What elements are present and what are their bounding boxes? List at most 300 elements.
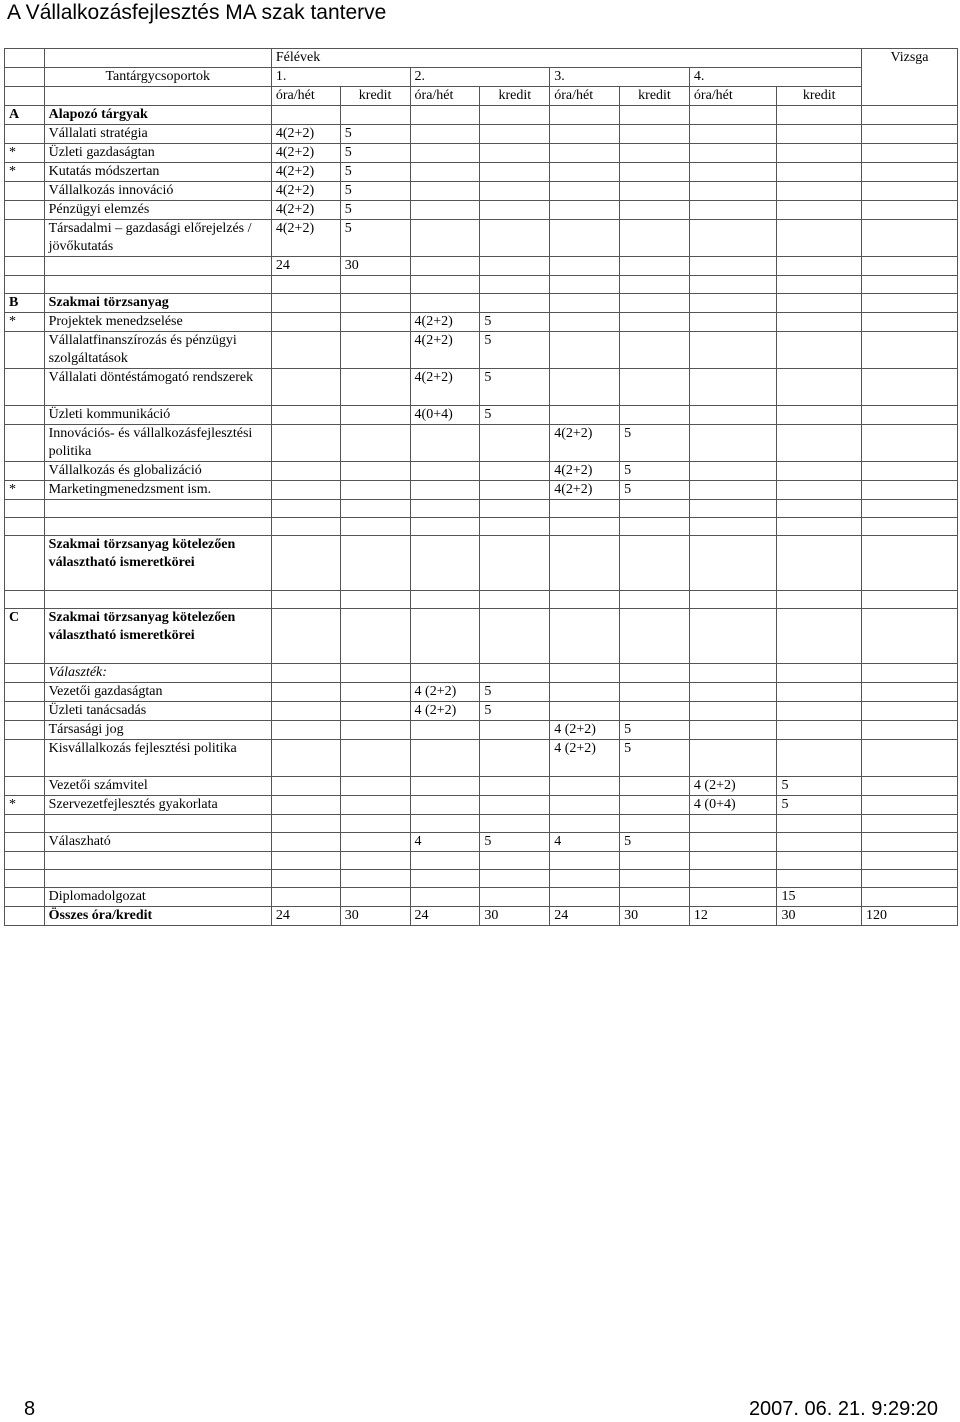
ora-het-header: óra/hét [271,87,340,106]
table-cell [5,68,45,87]
table-cell [861,683,957,702]
table-cell [777,609,862,664]
table-cell [861,144,957,163]
table-cell [5,888,45,907]
table-cell [620,777,690,796]
table-cell [340,888,410,907]
course-name: Pénzügyi elemzés [44,201,271,220]
table-cell [777,815,862,833]
table-cell [620,796,690,815]
table-cell [410,163,480,182]
ora-het-header: óra/hét [410,87,480,106]
table-cell [480,481,550,500]
table-cell [620,276,690,294]
table-cell [777,406,862,425]
table-cell [620,664,690,683]
table-cell [620,609,690,664]
table-cell [271,500,340,518]
table-cell [271,740,340,777]
table-cell [271,294,340,313]
table-cell [480,425,550,462]
course-name: Vállalkozás és globalizáció [44,462,271,481]
table-cell [777,313,862,332]
course-name: Vállalkozás innováció [44,182,271,201]
credit-cell: 5 [480,369,550,406]
table-cell [410,888,480,907]
kredit-header: kredit [777,87,862,106]
table-cell [620,888,690,907]
page-number: 8 [24,1398,36,1420]
table-cell [480,144,550,163]
table-cell [550,870,620,888]
total-vizsga: 120 [861,907,957,926]
table-cell [410,852,480,870]
table-cell [777,870,862,888]
table-cell [777,702,862,721]
hours-cell: 4(2+2) [550,481,620,500]
table-cell [5,852,45,870]
course-row [5,313,958,332]
table-cell [689,833,777,852]
table-cell [620,294,690,313]
mark-cell: * [5,796,45,815]
section-title: Alapozó tárgyak [44,106,271,125]
semester-4: 4. [689,68,861,87]
section-code: C [5,609,45,664]
table-cell [777,518,862,536]
credit-cell: 5 [340,201,410,220]
table-cell [620,536,690,591]
semester-1: 1. [271,68,410,87]
table-cell [480,462,550,481]
table-cell [861,220,957,257]
diplomadolgozat-label: Diplomadolgozat [44,888,271,907]
credit-cell: 5 [480,332,550,369]
hours-cell: 4(2+2) [550,462,620,481]
course-row [5,702,958,721]
table-cell [550,777,620,796]
table-cell [410,536,480,591]
table-cell [689,106,777,125]
table-cell [861,591,957,609]
table-cell [340,591,410,609]
table-cell [340,777,410,796]
table-cell [620,313,690,332]
table-cell [777,182,862,201]
table-cell [271,369,340,406]
table-cell [550,702,620,721]
table-cell [271,406,340,425]
hours-cell: 4(2+2) [271,201,340,220]
credit-cell: 5 [620,481,690,500]
table-cell [480,777,550,796]
table-cell [271,888,340,907]
table-cell [620,870,690,888]
table-cell [689,888,777,907]
valaszthato-row [5,833,958,852]
spacer-row [5,500,958,518]
table-cell [271,833,340,852]
table-cell [689,481,777,500]
table-cell [550,536,620,591]
table-cell [620,702,690,721]
course-name: Innovációs- és vállalkozásfejlesztési politika [44,425,271,462]
table-cell [620,406,690,425]
table-cell [689,536,777,591]
table-cell [861,702,957,721]
table-cell [777,257,862,276]
table-cell [340,815,410,833]
table-cell [271,332,340,369]
table-cell [340,500,410,518]
semester-2: 2. [410,68,550,87]
table-cell [480,125,550,144]
table-cell [410,125,480,144]
table-cell [410,106,480,125]
mark-cell: * [5,481,45,500]
course-name: Marketingmenedzsment ism. [44,481,271,500]
table-cell [689,406,777,425]
table-cell [44,518,271,536]
course-name: Vállalati döntéstámogató rendszerek [44,369,271,406]
table-cell [410,740,480,777]
mark-cell [5,332,45,369]
table-cell [480,106,550,125]
total-hours: 12 [689,907,777,926]
table-cell [480,796,550,815]
course-name: Üzleti kommunikáció [44,406,271,425]
table-cell [340,702,410,721]
tantargycsoportok-header: Tantárgycsoportok [44,68,271,87]
table-cell [271,664,340,683]
table-cell [5,664,45,683]
course-row [5,220,958,257]
table-cell [410,294,480,313]
table-cell [5,518,45,536]
mark-cell [5,702,45,721]
table-cell [5,870,45,888]
table-cell [480,163,550,182]
table-cell [689,332,777,369]
credit-cell: 5 [340,220,410,257]
table-cell [271,702,340,721]
table-cell [5,276,45,294]
mark-cell [5,406,45,425]
table-cell [777,852,862,870]
hours-cell: 4 [550,833,620,852]
table-cell [340,796,410,815]
hours-cell: 4(2+2) [271,163,340,182]
mark-cell: * [5,144,45,163]
table-cell [550,406,620,425]
table-cell [689,591,777,609]
hours-cell: 4(2+2) [410,369,480,406]
spacer-row [5,870,958,888]
hours-cell: 4(2+2) [271,125,340,144]
table-cell [410,182,480,201]
course-row [5,683,958,702]
table-cell [861,425,957,462]
table-cell [44,257,271,276]
mark-cell [5,683,45,702]
table-cell [550,294,620,313]
table-cell [689,702,777,721]
table-cell [620,144,690,163]
table-cell [271,721,340,740]
table-cell [777,683,862,702]
mark-cell [5,777,45,796]
table-cell [480,721,550,740]
table-cell [689,182,777,201]
table-cell [689,369,777,406]
table-cell [5,257,45,276]
table-cell [861,332,957,369]
table-cell [620,182,690,201]
table-cell [861,870,957,888]
table-cell [550,106,620,125]
table-cell [5,833,45,852]
table-cell [620,201,690,220]
label-row [5,664,958,683]
hours-cell: 4(2+2) [271,182,340,201]
table-cell [410,721,480,740]
table-cell [689,815,777,833]
mid-block-title: Szakmai törzsanyag kötelezően választható ismeretkörei [44,536,271,591]
table-cell [689,257,777,276]
table-cell [410,870,480,888]
table-cell [340,870,410,888]
table-cell [410,609,480,664]
table-cell [480,609,550,664]
table-cell [410,425,480,462]
table-cell [689,144,777,163]
table-cell [271,609,340,664]
table-cell [480,257,550,276]
hours-cell: 4(2+2) [271,144,340,163]
table-cell [44,276,271,294]
table-cell [340,852,410,870]
section-code: B [5,294,45,313]
table-cell [861,257,957,276]
table-cell [861,500,957,518]
table-cell [271,518,340,536]
section-title: Szakmai törzsanyag kötelezően választható ismeretkörei [44,609,271,664]
table-cell [861,294,957,313]
course-name: Társadalmi – gazdasági előrejelzés / jövőkutatás [44,220,271,257]
osszes-label: Összes óra/kredit [44,907,271,926]
credit-cell: 5 [620,740,690,777]
table-cell [550,313,620,332]
hours-cell: 4 (2+2) [550,740,620,777]
table-cell [340,369,410,406]
table-cell [861,481,957,500]
table-cell [271,591,340,609]
table-cell [410,518,480,536]
valasztek-label: Választék: [44,664,271,683]
table-cell [689,740,777,777]
table-cell [271,106,340,125]
hours-cell: 4 (2+2) [410,683,480,702]
course-name: Üzleti tanácsadás [44,702,271,721]
table-cell [480,500,550,518]
course-name: Üzleti gazdaságtan [44,144,271,163]
table-cell [620,852,690,870]
table-cell [271,313,340,332]
table-cell [271,870,340,888]
credit-cell: 5 [480,313,550,332]
header-row [5,49,958,68]
hours-cell: 4 (2+2) [550,721,620,740]
spacer-row [5,852,958,870]
table-cell [861,777,957,796]
table-cell [480,852,550,870]
table-cell [340,276,410,294]
table-cell [777,369,862,406]
table-cell [689,294,777,313]
course-row [5,721,958,740]
mark-cell [5,220,45,257]
credit-cell: 5 [340,182,410,201]
table-cell [340,518,410,536]
hours-cell: 4 (2+2) [689,777,777,796]
table-cell [550,257,620,276]
table-cell [340,106,410,125]
table-cell [340,294,410,313]
course-name: Vállalatfinanszírozás és pénzügyi szolgáltatások [44,332,271,369]
mark-cell: * [5,163,45,182]
table-cell [861,609,957,664]
hours-cell: 4(0+4) [410,406,480,425]
section-row [5,536,958,591]
table-cell [550,683,620,702]
course-name: Kutatás módszertan [44,163,271,182]
table-cell [620,332,690,369]
table-cell [44,49,271,68]
total-credit: 30 [480,907,550,926]
course-name: Projektek menedzselése [44,313,271,332]
table-cell [480,294,550,313]
credit-cell: 5 [480,406,550,425]
table-cell [340,740,410,777]
kredit-header: kredit [620,87,690,106]
mark-cell [5,125,45,144]
total-hours: 24 [550,907,620,926]
table-cell [550,332,620,369]
table-cell [410,257,480,276]
table-cell [861,833,957,852]
table-cell [340,462,410,481]
diploma-row [5,888,958,907]
table-cell [777,201,862,220]
table-cell [410,500,480,518]
table-cell [620,500,690,518]
hours-cell: 4(2+2) [550,425,620,462]
table-cell [340,833,410,852]
table-cell [340,313,410,332]
table-cell [777,125,862,144]
course-row [5,144,958,163]
table-cell [340,425,410,462]
table-cell [480,664,550,683]
course-name: Vezetői gazdaságtan [44,683,271,702]
table-cell [480,182,550,201]
table-cell [410,591,480,609]
hours-cell: 4(2+2) [271,220,340,257]
table-cell [480,201,550,220]
credit-cell: 5 [620,462,690,481]
table-cell [271,536,340,591]
table-cell [340,406,410,425]
credit-cell: 15 [777,888,862,907]
hours-cell: 4 (2+2) [410,702,480,721]
section-row [5,106,958,125]
table-cell [620,220,690,257]
table-cell [271,462,340,481]
table-cell [5,87,45,106]
table-cell [480,888,550,907]
table-cell [550,201,620,220]
table-cell [861,369,957,406]
table-cell [550,591,620,609]
table-cell [340,609,410,664]
table-cell [340,536,410,591]
header-row [5,68,958,87]
table-cell [620,815,690,833]
table-cell [44,815,271,833]
table-cell [861,815,957,833]
course-row [5,481,958,500]
table-cell [550,182,620,201]
course-row [5,740,958,777]
valaszthato-label: Válaszható [44,833,271,852]
table-cell [410,201,480,220]
table-cell [550,163,620,182]
table-cell [550,664,620,683]
kredit-header: kredit [480,87,550,106]
credit-cell: 5 [480,833,550,852]
credit-cell: 5 [480,702,550,721]
table-cell [340,683,410,702]
table-cell [861,462,957,481]
table-cell [861,721,957,740]
table-cell [410,796,480,815]
kredit-header: kredit [340,87,410,106]
table-cell [340,664,410,683]
table-cell [410,144,480,163]
table-cell [861,518,957,536]
spacer-row [5,276,958,294]
table-cell [777,481,862,500]
table-cell [480,591,550,609]
table-cell [777,536,862,591]
table-cell [777,332,862,369]
table-cell [620,518,690,536]
total-hours: 24 [410,907,480,926]
table-cell [44,870,271,888]
table-cell [689,852,777,870]
table-cell [777,106,862,125]
table-cell [410,276,480,294]
table-cell [861,740,957,777]
table-cell [550,796,620,815]
total-credit: 30 [620,907,690,926]
mark-cell [5,462,45,481]
total-credit: 30 [777,907,862,926]
table-cell [550,144,620,163]
table-cell [410,220,480,257]
section-title: Szakmai törzsanyag [44,294,271,313]
table-cell [44,591,271,609]
